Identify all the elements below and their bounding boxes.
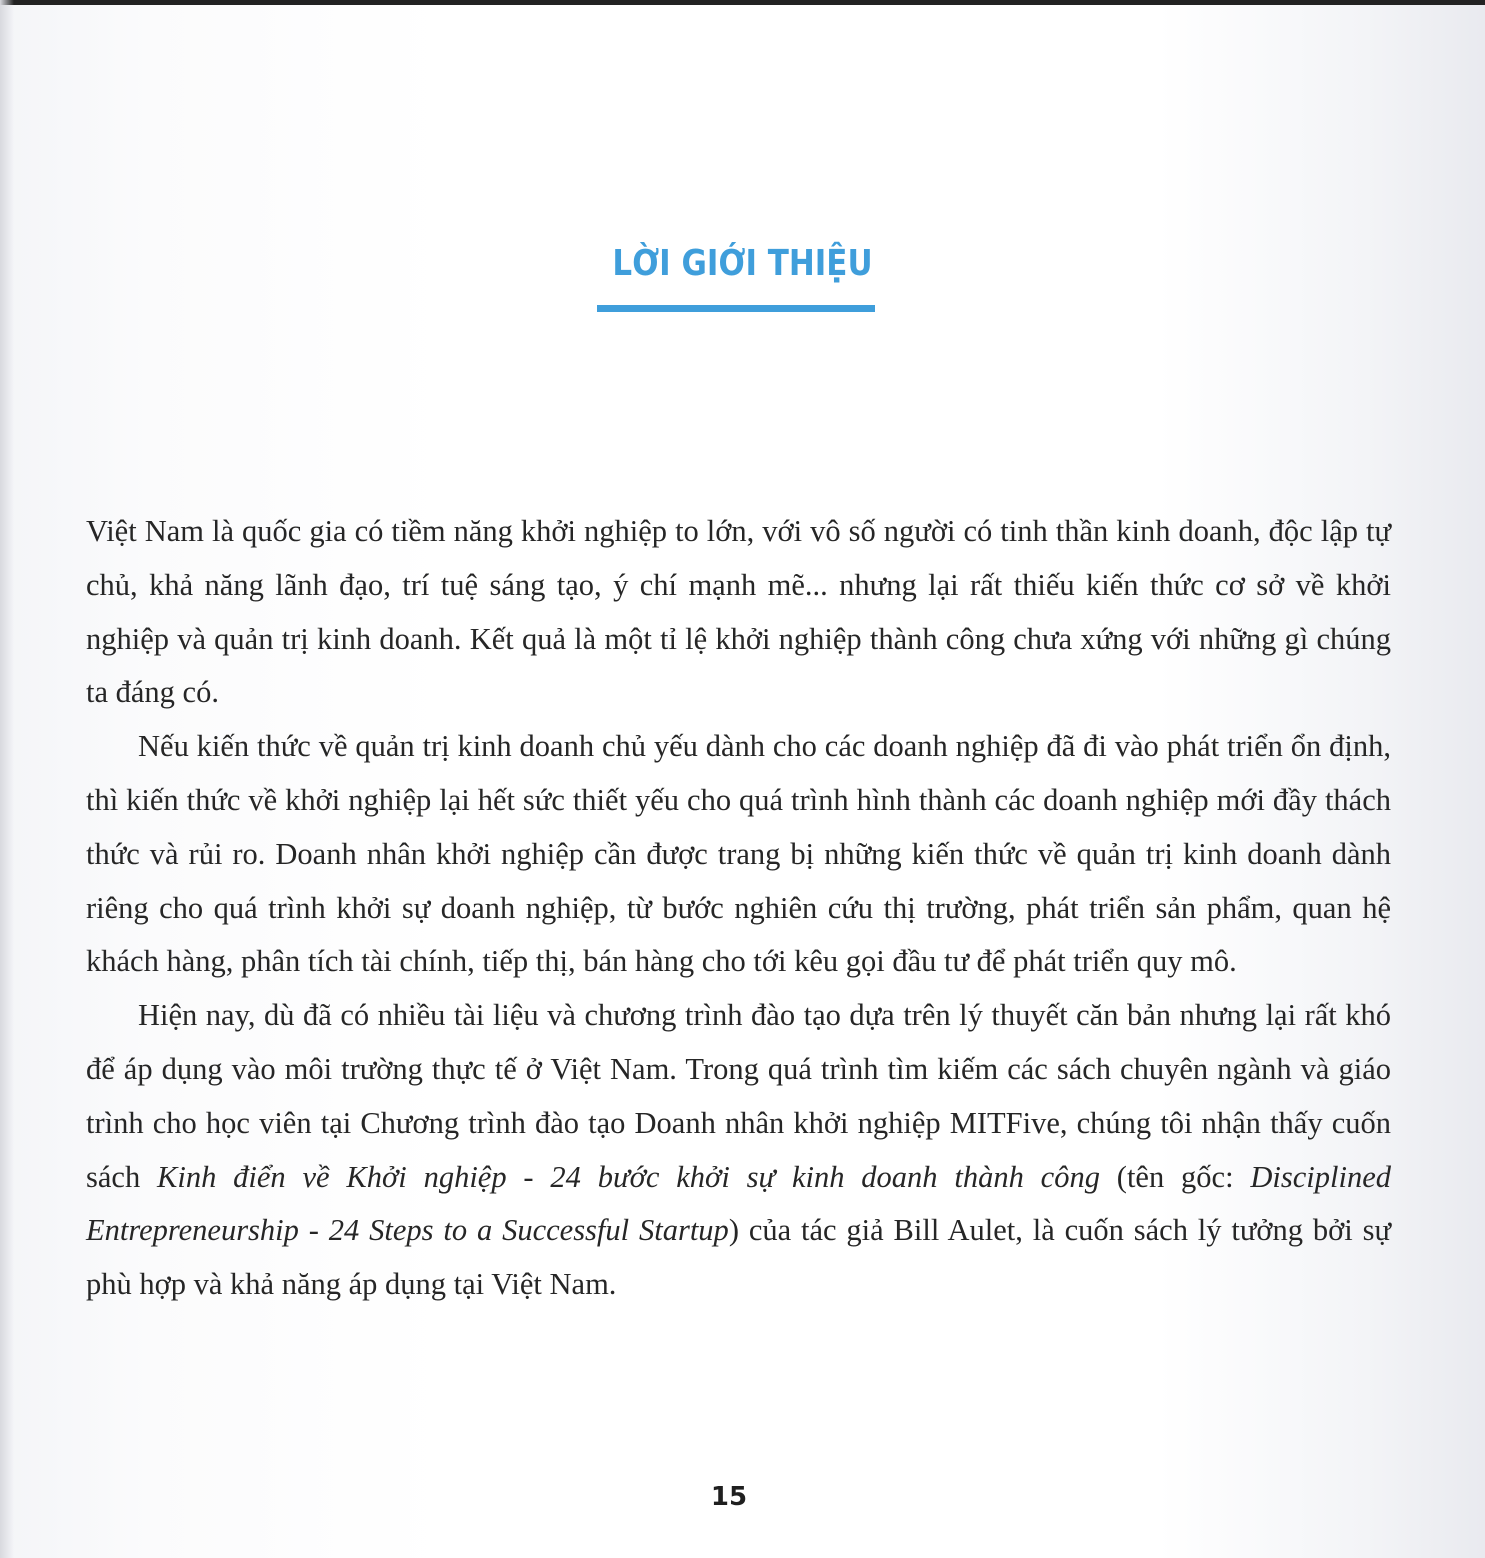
body-text xyxy=(86,505,1391,1312)
page-title: LỜI GIỚI THIỆU xyxy=(612,243,873,284)
paragraph-3-text-b: (tên gốc: xyxy=(1099,1159,1251,1194)
paragraph-3 xyxy=(86,989,1391,1312)
paragraph-3-text-c: ) của tác giả Bill Aulet, là cuốn sách lý tưởng bởi sự phù hợp và khả năng áp dụng tại Việt Nam. xyxy=(86,1213,1391,1302)
paragraph-2: Nếu kiến thức về quản trị kinh doanh chủ yếu dành cho các doanh nghiệp đã đi vào phát triển ổn định, thì kiến thức về khởi nghiệp lại hết sức thiết yếu cho quá trình hình thành các doanh nghiệp mới đầy thách thức và rủi ro. Doanh nhân khởi nghiệp cần được trang bị những kiến thức về quản trị kinh doanh dành riêng cho quá trình khởi sự doanh nghiệp, từ bước nghiên cứu thị trường, phát triển sản phẩm, quan hệ khách hàng, phân tích tài chính, tiếp thị, bán hàng cho tới kêu gọi đầu tư để phát triển quy mô. xyxy=(86,729,1391,979)
paragraph-1: Việt Nam là quốc gia có tiềm năng khởi nghiệp to lớn, với vô số người có tinh thần kinh doanh, độc lập tự chủ, khả năng lãnh đạo, trí tuệ sáng tạo, ý chí mạnh mẽ... nhưng lại rất thiếu kiến thức cơ sở về khởi nghiệp và quản trị kinh doanh. Kết quả là một tỉ lệ khởi nghiệp thành công chưa xứng với những gì chúng ta đáng có. xyxy=(86,514,1391,710)
book-title-original: Disciplined Entrepreneurship - 24 Steps to a Successful Startup xyxy=(86,1159,1392,1248)
paragraph-3-text-a: Hiện nay, dù đã có nhiều tài liệu và chương trình đào tạo dựa trên lý thuyết căn bản nhưng lại rất khó để áp dụng vào môi trường thực tế ở Việt Nam. Trong quá trình tìm kiếm các sách chuyên ngành và giáo trình cho học viên tại Chương trình đào tạo Doanh nhân khởi nghiệp MITFive, chúng tôi nhận thấy cuốn sách xyxy=(86,998,1391,1194)
page-left-shadow xyxy=(0,0,14,1558)
scan-top-edge xyxy=(0,0,1485,5)
book-title-vietnamese: Kinh điển về Khởi nghiệp - 24 bước khởi sự kinh doanh thành công xyxy=(157,1159,1100,1194)
page-number: 15 xyxy=(710,1482,748,1512)
title-underline xyxy=(597,305,875,312)
